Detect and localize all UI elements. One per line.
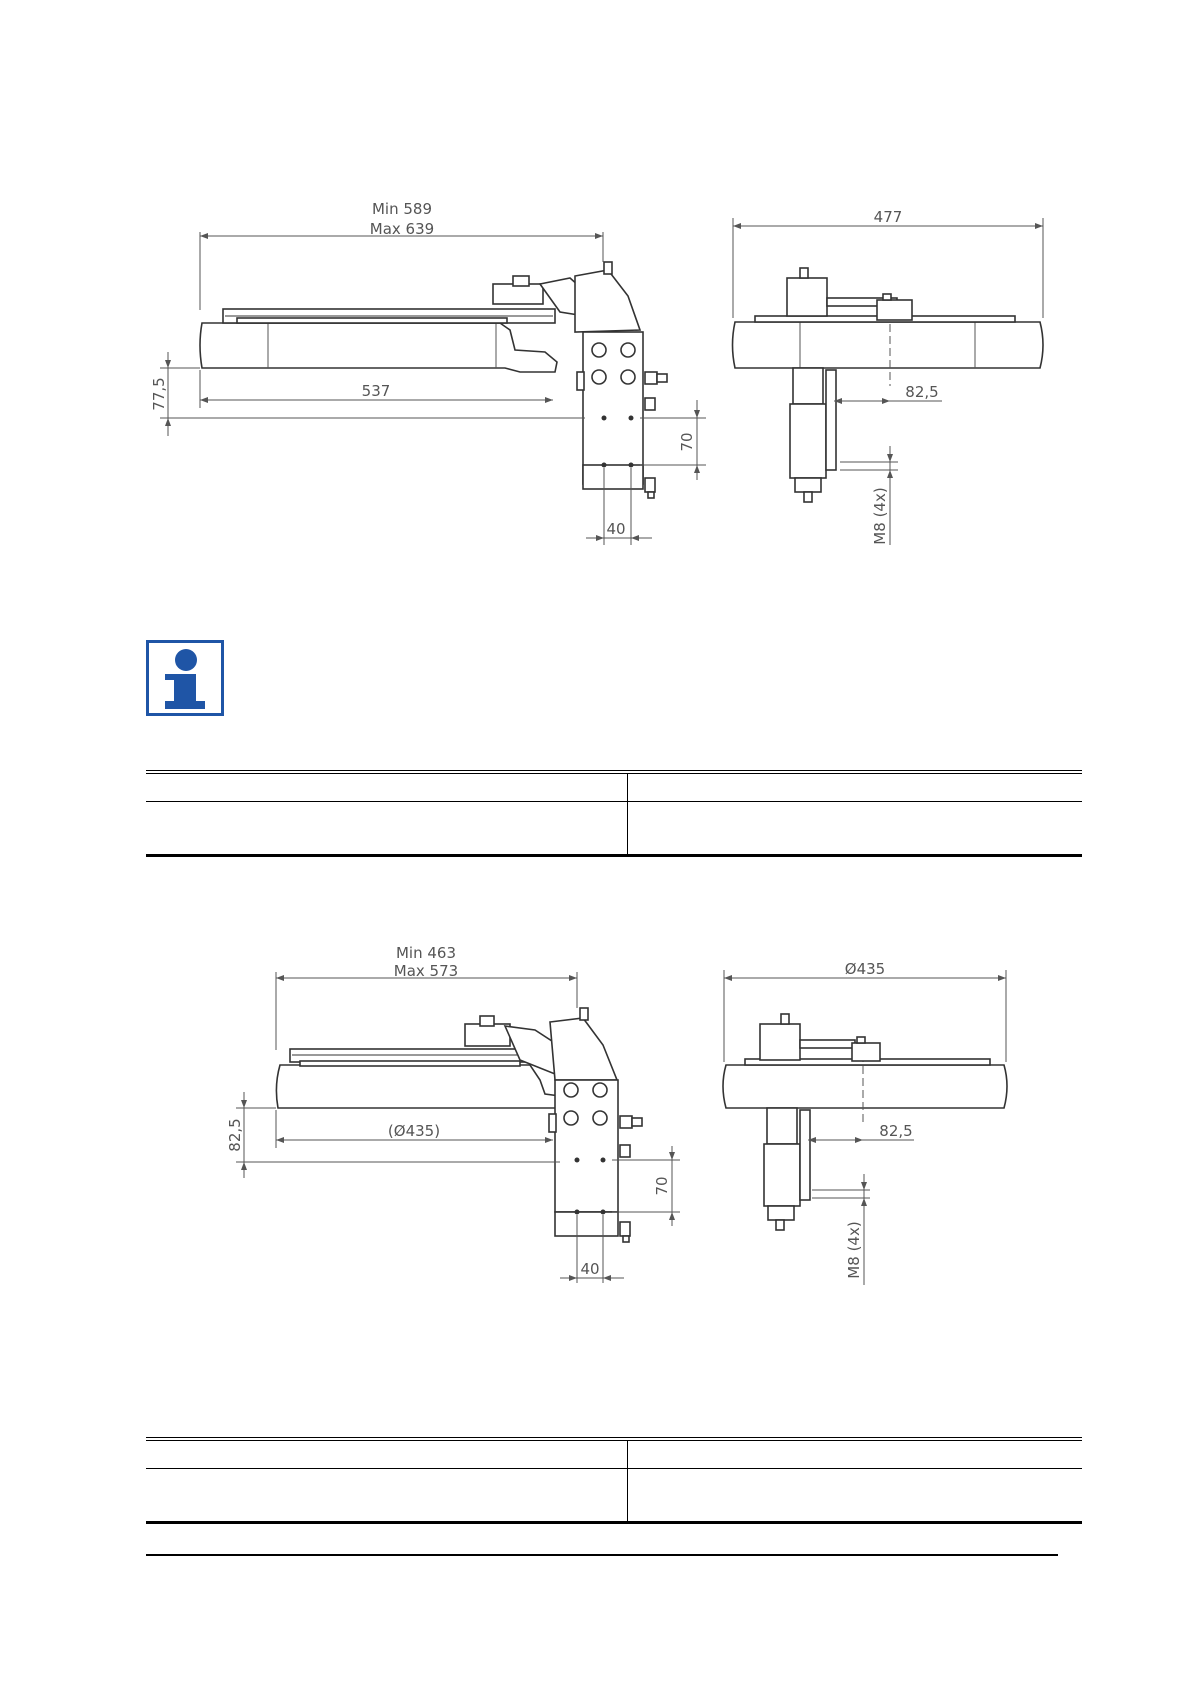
- dim-overall-min: Min 463: [395, 944, 457, 962]
- dim-height-left: 77,5: [150, 377, 168, 411]
- dim-offset: 82,5: [879, 1122, 913, 1140]
- dim-base-length: 537: [361, 382, 391, 400]
- spec-table-1: [146, 770, 1082, 860]
- dim-column-width: 40: [606, 520, 626, 538]
- drawing-1-side-view: [200, 262, 667, 498]
- dim-height-left: 82,5: [226, 1118, 244, 1152]
- dim-base-diameter: (Ø435): [387, 1122, 441, 1140]
- dim-height-right: 70: [653, 1176, 671, 1196]
- drawing-1-front-view: [733, 268, 1044, 502]
- spec-table-2: [146, 1437, 1082, 1527]
- footer-rule: [146, 1554, 1058, 1556]
- dim-column-width: 40: [580, 1260, 600, 1278]
- dim-overall-max: Max 639: [369, 220, 435, 238]
- dim-overall-min: Min 589: [371, 200, 433, 218]
- dim-offset: 82,5: [905, 383, 939, 401]
- dim-height-right: 70: [678, 432, 696, 452]
- dim-width: 477: [873, 208, 903, 226]
- dim-width: Ø435: [844, 960, 886, 978]
- drawing-2-side-view: [276, 1008, 642, 1242]
- dim-thread: M8 (4x): [871, 487, 889, 545]
- drawing-1-front-dimensions: [733, 208, 1043, 545]
- dim-overall-max: Max 573: [393, 962, 459, 980]
- info-icon: [146, 640, 224, 716]
- dim-thread: M8 (4x): [845, 1221, 863, 1279]
